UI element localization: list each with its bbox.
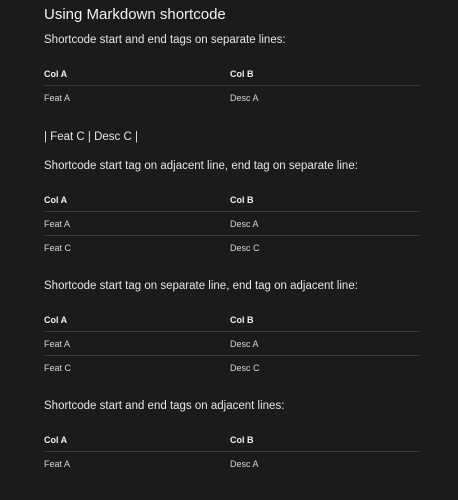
table-cell: Desc C xyxy=(230,363,260,373)
table-row xyxy=(44,332,420,356)
table-cell: Desc A xyxy=(230,459,259,469)
column-header: Col A xyxy=(44,69,68,79)
page-title: Using Markdown shortcode xyxy=(44,6,226,23)
column-header: Col A xyxy=(44,195,68,205)
column-header: Col B xyxy=(230,435,254,445)
unrendered-table-text: | Feat C | Desc C | xyxy=(44,131,138,143)
table-row xyxy=(44,86,420,110)
table-row xyxy=(44,356,420,380)
table-cell: Feat A xyxy=(44,339,71,349)
table-cell: Feat C xyxy=(44,363,72,373)
table-cell: Desc A xyxy=(230,219,259,229)
markdown-table xyxy=(44,308,420,380)
table-cell: Desc C xyxy=(230,243,260,253)
column-header: Col B xyxy=(230,315,254,325)
table-header-row xyxy=(44,308,420,332)
column-header: Col A xyxy=(44,315,68,325)
section-heading: Shortcode start and end tags on adjacent lines: xyxy=(44,400,285,412)
markdown-table xyxy=(44,62,420,110)
markdown-table xyxy=(44,188,420,260)
table-row xyxy=(44,212,420,236)
table-cell: Desc A xyxy=(230,339,259,349)
column-header: Col B xyxy=(230,195,254,205)
table-row xyxy=(44,452,420,476)
table-cell: Desc A xyxy=(230,93,259,103)
section-heading: Shortcode start tag on adjacent line, end tag on separate line: xyxy=(44,160,358,172)
markdown-table xyxy=(44,428,420,476)
column-header: Col A xyxy=(44,435,68,445)
section-heading: Shortcode start tag on separate line, end tag on adjacent line: xyxy=(44,280,358,292)
section-heading: Shortcode start and end tags on separate lines: xyxy=(44,34,286,46)
table-header-row xyxy=(44,62,420,86)
table-header-row xyxy=(44,188,420,212)
table-header-row xyxy=(44,428,420,452)
table-cell: Feat A xyxy=(44,459,71,469)
column-header: Col B xyxy=(230,69,254,79)
table-row xyxy=(44,236,420,260)
table-cell: Feat C xyxy=(44,243,72,253)
table-cell: Feat A xyxy=(44,219,71,229)
table-cell: Feat A xyxy=(44,93,71,103)
